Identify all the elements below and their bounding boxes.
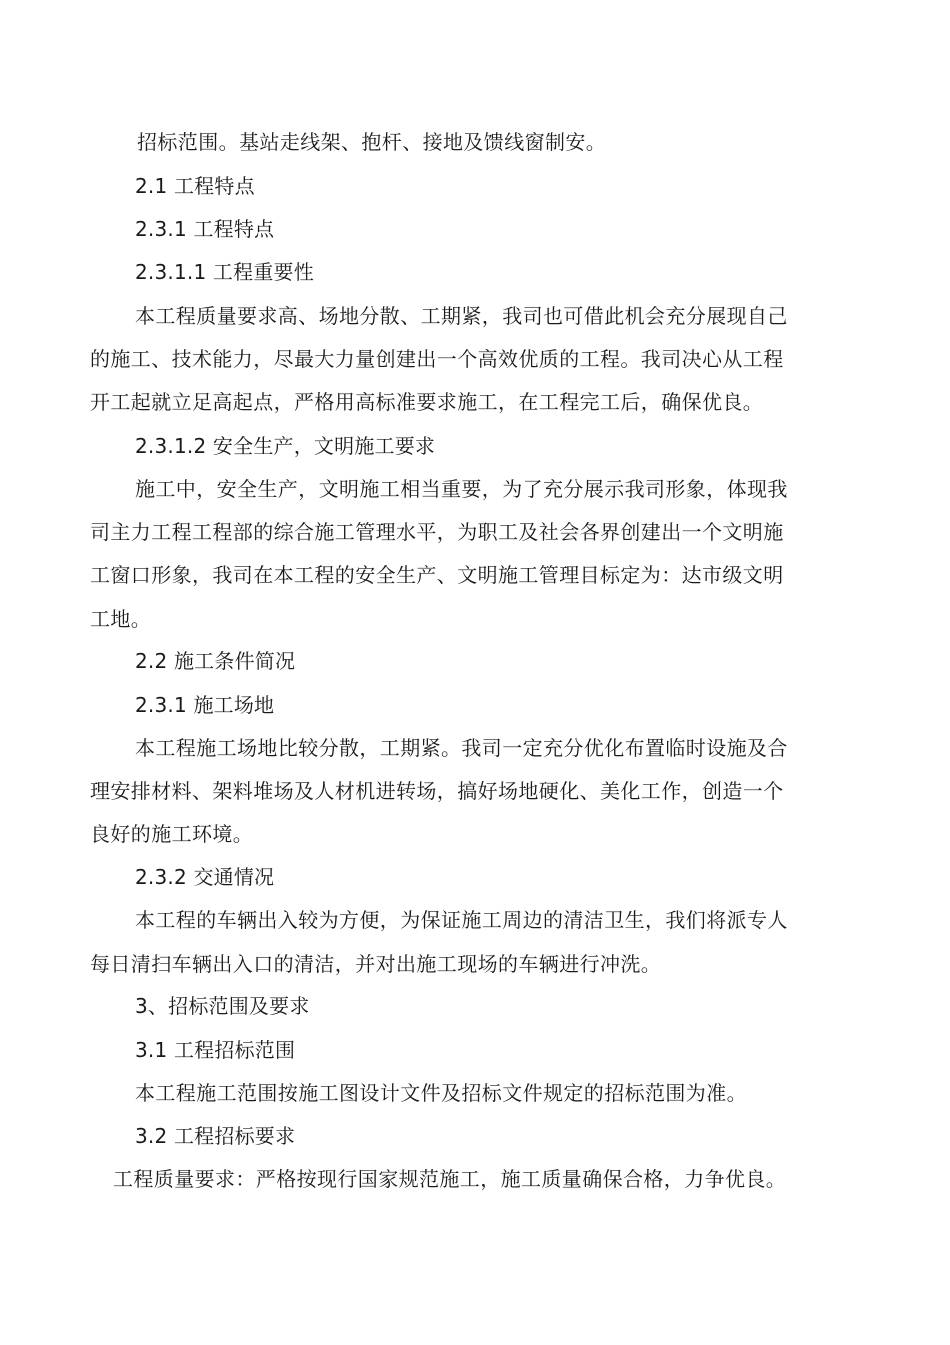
paragraph-line: 本工程施工范围按施工图设计文件及招标文件规定的招标范围为准。 [135, 1081, 747, 1105]
subsection-heading: 2.3.2 交通情况 [135, 865, 275, 889]
paragraph-line: 本工程质量要求高、场地分散、工期紧，我司也可借此机会充分展现自己 [135, 304, 788, 328]
section-heading: 2.2 施工条件简况 [135, 649, 296, 673]
subsubsection-heading: 2.3.1.1 工程重要性 [135, 260, 314, 284]
paragraph-line: 施工中，安全生产，文明施工相当重要，为了充分展示我司形象，体现我 [135, 477, 788, 501]
paragraph-line: 司主力工程工程部的综合施工管理水平，为职工及社会各界创建出一个文明施 [90, 520, 784, 544]
subsection-heading: 2.3.1 施工场地 [135, 693, 275, 717]
section-heading: 3、招标范围及要求 [135, 994, 310, 1018]
paragraph-line: 开工起就立足高起点，严格用高标准要求施工，在工程完工后，确保优良。 [90, 390, 764, 414]
section-heading: 2.1 工程特点 [135, 174, 255, 198]
paragraph-line: 招标范围。基站走线架、抱杆、接地及馈线窗制安。 [137, 130, 607, 154]
section-heading: 3.2 工程招标要求 [135, 1124, 296, 1148]
subsection-heading: 2.3.1 工程特点 [135, 217, 275, 241]
paragraph-line: 工程质量要求：严格按现行国家规范施工，施工质量确保合格，力争优良。 [113, 1167, 787, 1191]
paragraph-line: 良好的施工环境。 [90, 822, 254, 846]
paragraph-line: 工窗口形象，我司在本工程的安全生产、文明施工管理目标定为：达市级文明 [90, 563, 784, 587]
paragraph-line: 的施工、技术能力，尽最大力量创建出一个高效优质的工程。我司决心从工程 [90, 347, 784, 371]
paragraph-line: 每日清扫车辆出入口的清洁，并对出施工现场的车辆进行冲洗。 [90, 952, 662, 976]
paragraph-line: 本工程施工场地比较分散，工期紧。我司一定充分优化布置临时设施及合 [135, 736, 788, 760]
section-heading: 3.1 工程招标范围 [135, 1038, 296, 1062]
subsubsection-heading: 2.3.1.2 安全生产，文明施工要求 [135, 434, 436, 458]
paragraph-line: 理安排材料、架料堆场及人材机进转场，搞好场地硬化、美化工作，创造一个 [90, 779, 784, 803]
paragraph-line: 本工程的车辆出入较为方便，为保证施工周边的清洁卫生，我们将派专人 [135, 908, 788, 932]
paragraph-line: 工地。 [90, 607, 152, 631]
